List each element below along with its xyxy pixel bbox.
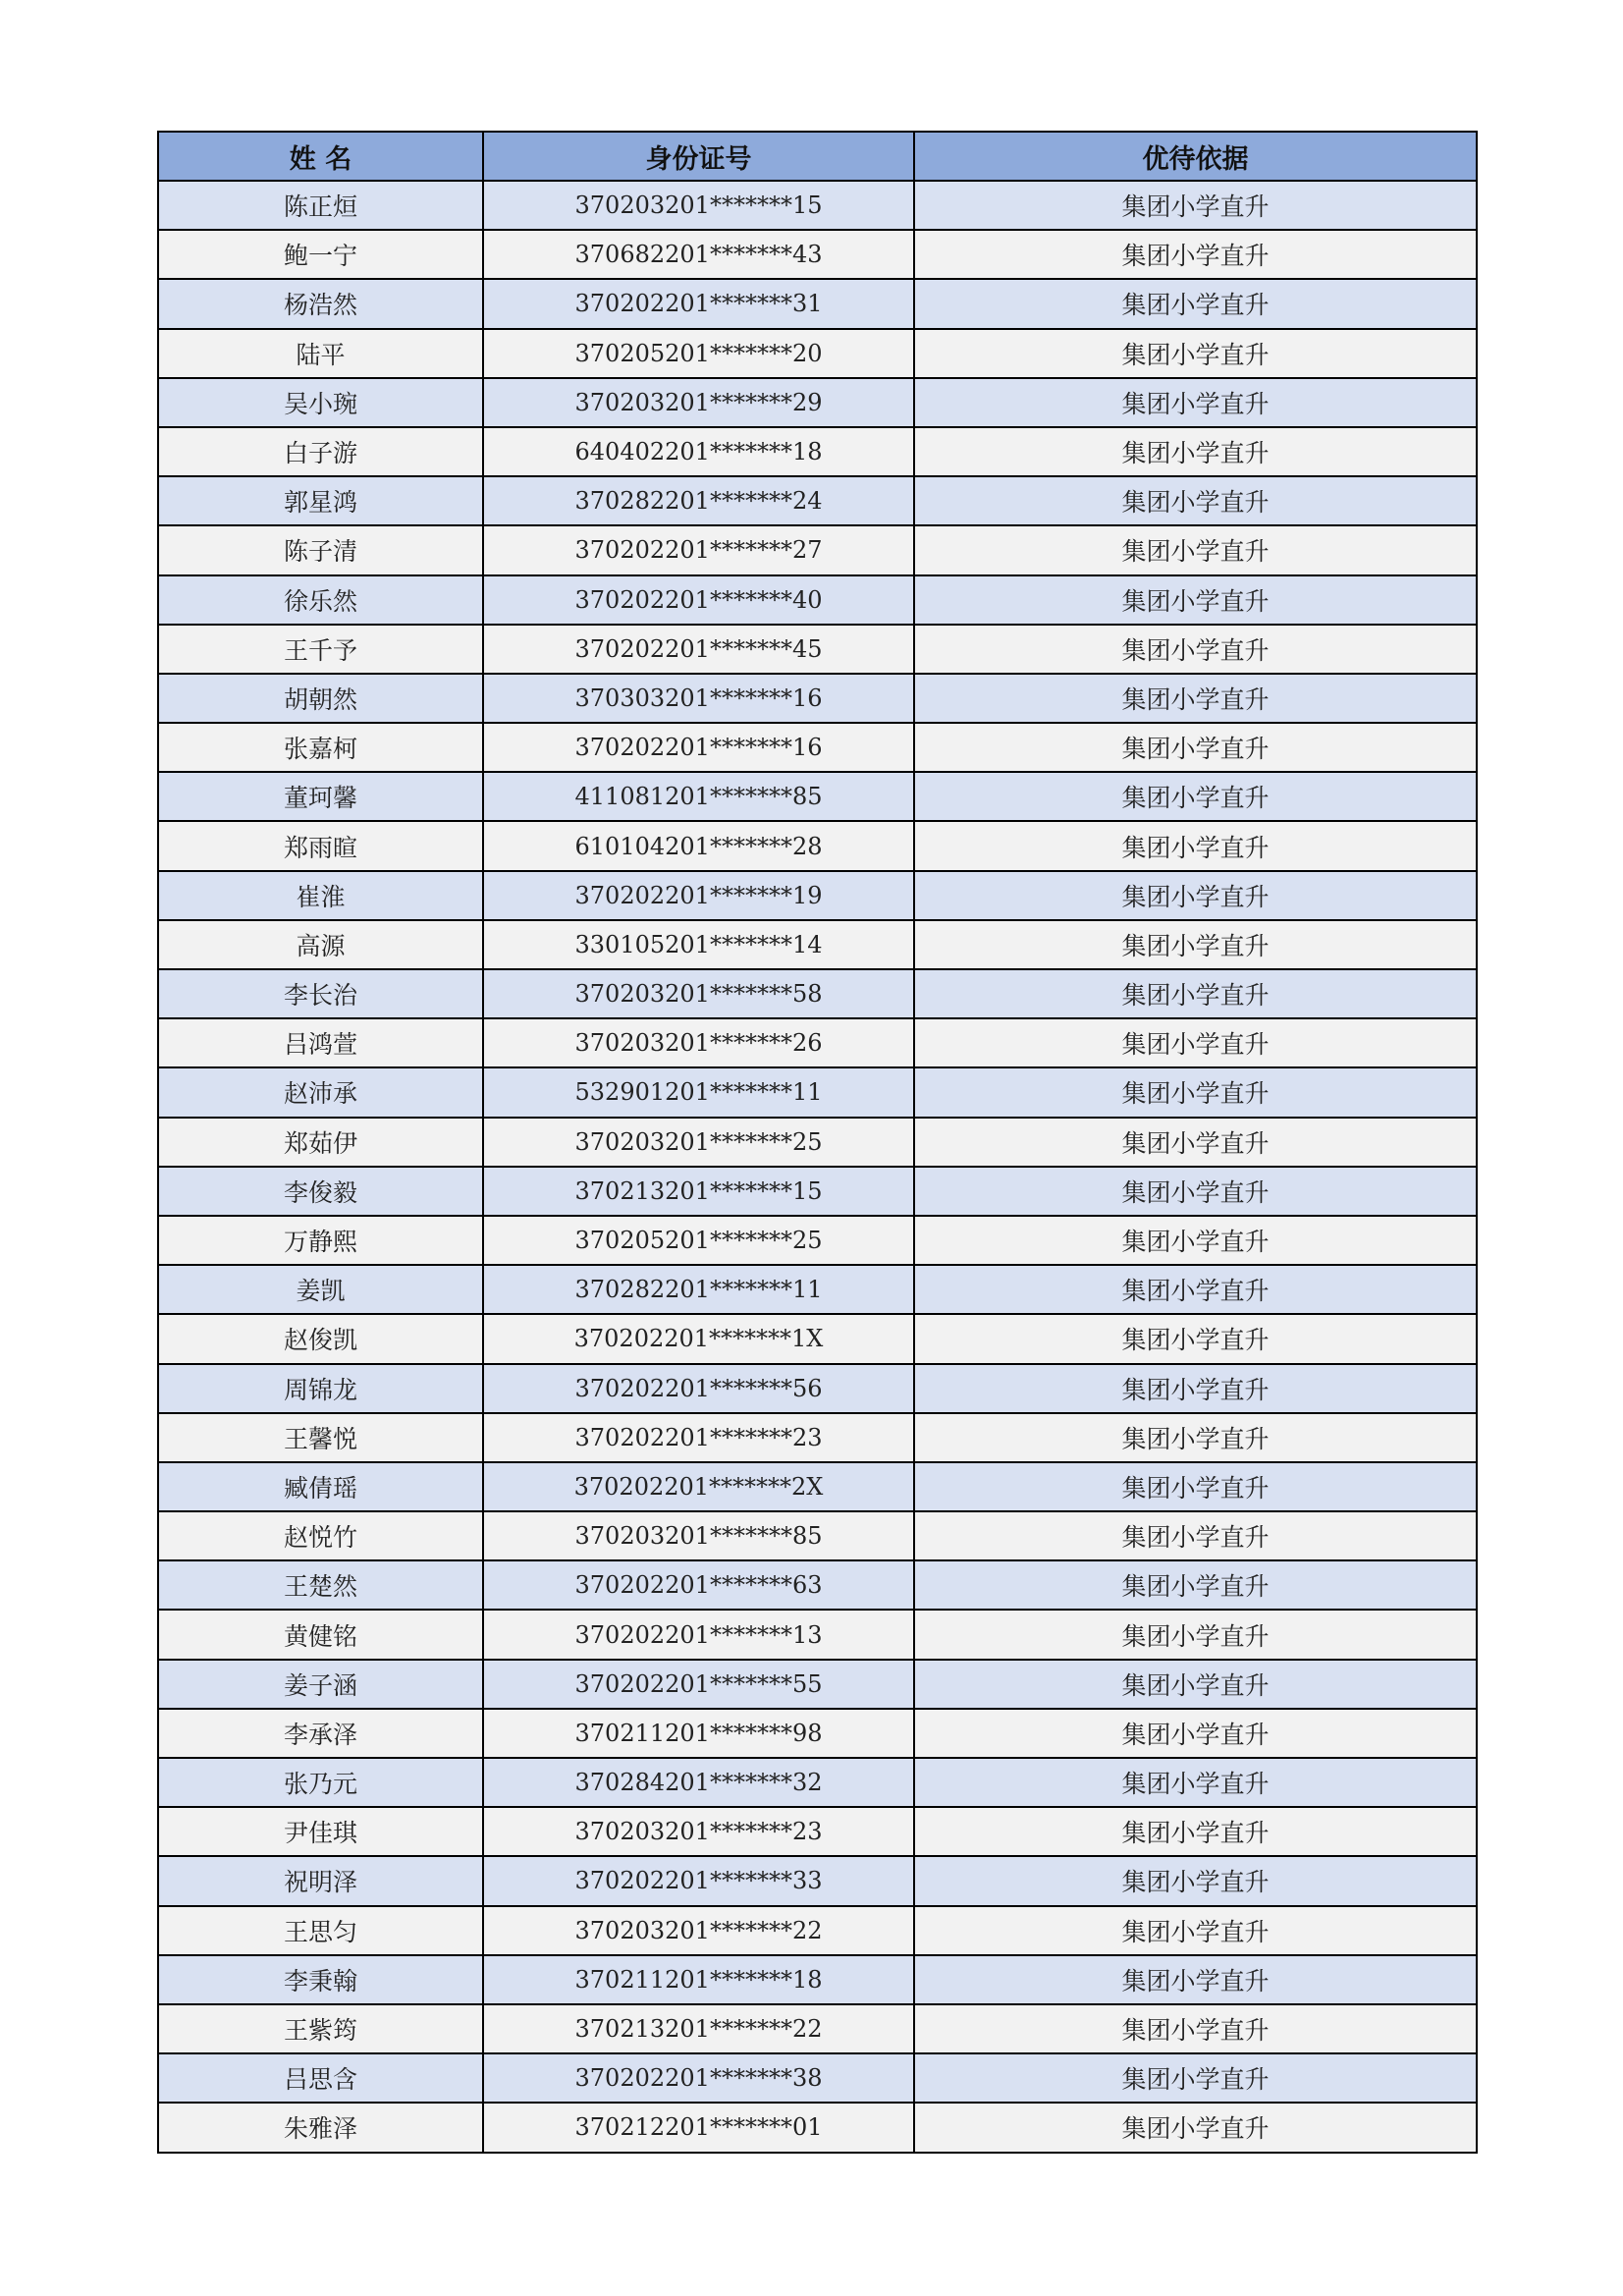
cell-id-number: 370203201*******23 [483,1807,914,1856]
cell-basis: 集团小学直升 [914,674,1477,723]
table-row [158,1314,1477,1363]
cell-name: 张嘉柯 [158,723,483,772]
cell-name: 陈正烜 [158,181,483,230]
cell-name: 陈子清 [158,525,483,574]
cell-id-number: 370212201*******01 [483,2103,914,2152]
table-row [158,1462,1477,1511]
table-row [158,1511,1477,1560]
cell-basis: 集团小学直升 [914,821,1477,870]
table-row [158,1906,1477,1955]
cell-name: 杨浩然 [158,279,483,328]
cell-basis: 集团小学直升 [914,2103,1477,2152]
cell-id-number: 370202201*******23 [483,1413,914,1462]
cell-name: 赵俊凯 [158,1314,483,1363]
cell-basis: 集团小学直升 [914,1462,1477,1511]
cell-id-number: 370213201*******22 [483,2004,914,2053]
cell-id-number: 370202201*******40 [483,575,914,625]
table-row [158,1018,1477,1067]
cell-name: 赵悦竹 [158,1511,483,1560]
header-id-number: 身份证号 [483,132,914,181]
table-row [158,625,1477,674]
cell-name: 臧倩瑶 [158,1462,483,1511]
cell-basis: 集团小学直升 [914,772,1477,821]
cell-name: 黄健铭 [158,1610,483,1659]
cell-basis: 集团小学直升 [914,920,1477,969]
cell-name: 胡朝然 [158,674,483,723]
table-row [158,1118,1477,1167]
cell-id-number: 370205201*******25 [483,1216,914,1265]
cell-basis: 集团小学直升 [914,1758,1477,1807]
cell-id-number: 370203201*******25 [483,1118,914,1167]
cell-basis: 集团小学直升 [914,723,1477,772]
table-row [158,772,1477,821]
cell-name: 白子游 [158,427,483,476]
cell-basis: 集团小学直升 [914,427,1477,476]
cell-id-number: 370202201*******45 [483,625,914,674]
cell-basis: 集团小学直升 [914,969,1477,1018]
cell-name: 吕思含 [158,2053,483,2103]
table-row [158,1709,1477,1758]
cell-name: 万静熙 [158,1216,483,1265]
cell-basis: 集团小学直升 [914,1364,1477,1413]
table-row [158,674,1477,723]
table-row [158,1265,1477,1314]
cell-basis: 集团小学直升 [914,1709,1477,1758]
cell-basis: 集团小学直升 [914,279,1477,328]
table-row [158,2053,1477,2103]
cell-name: 王千予 [158,625,483,674]
table-row [158,969,1477,1018]
table-row [158,2103,1477,2152]
table-row [158,1560,1477,1610]
cell-id-number: 370202201*******56 [483,1364,914,1413]
student-table [157,131,1478,2154]
cell-id-number: 370211201*******18 [483,1955,914,2004]
table-row [158,1758,1477,1807]
table-row [158,1364,1477,1413]
table-row [158,871,1477,920]
cell-name: 李秉翰 [158,1955,483,2004]
cell-name: 王馨悦 [158,1413,483,1462]
table-row [158,1955,1477,2004]
cell-name: 姜子涵 [158,1660,483,1709]
cell-name: 姜凯 [158,1265,483,1314]
table-row [158,1856,1477,1905]
cell-name: 王楚然 [158,1560,483,1610]
cell-name: 董珂馨 [158,772,483,821]
cell-name: 郑茹伊 [158,1118,483,1167]
cell-basis: 集团小学直升 [914,1216,1477,1265]
table-row [158,525,1477,574]
cell-basis: 集团小学直升 [914,230,1477,279]
cell-name: 高源 [158,920,483,969]
table-row [158,476,1477,525]
cell-basis: 集团小学直升 [914,1511,1477,1560]
cell-id-number: 370282201*******11 [483,1265,914,1314]
cell-id-number: 370202201*******63 [483,1560,914,1610]
cell-basis: 集团小学直升 [914,871,1477,920]
cell-id-number: 370202201*******31 [483,279,914,328]
table-row [158,230,1477,279]
cell-basis: 集团小学直升 [914,575,1477,625]
table-row [158,821,1477,870]
cell-basis: 集团小学直升 [914,2004,1477,2053]
cell-id-number: 370202201*******38 [483,2053,914,2103]
cell-name: 李俊毅 [158,1167,483,1216]
cell-basis: 集团小学直升 [914,1167,1477,1216]
cell-basis: 集团小学直升 [914,1610,1477,1659]
cell-name: 陆平 [158,329,483,378]
cell-id-number: 370303201*******16 [483,674,914,723]
cell-id-number: 370213201*******15 [483,1167,914,1216]
table-row [158,1610,1477,1659]
cell-id-number: 370205201*******20 [483,329,914,378]
cell-name: 尹佳琪 [158,1807,483,1856]
cell-id-number: 370203201*******26 [483,1018,914,1067]
cell-name: 李承泽 [158,1709,483,1758]
cell-name: 吴小琬 [158,378,483,427]
cell-basis: 集团小学直升 [914,1413,1477,1462]
cell-id-number: 640402201*******18 [483,427,914,476]
cell-id-number: 330105201*******14 [483,920,914,969]
table-row [158,1067,1477,1117]
cell-id-number: 370203201*******22 [483,1906,914,1955]
cell-name: 郭星鸿 [158,476,483,525]
cell-basis: 集团小学直升 [914,1660,1477,1709]
table-row [158,378,1477,427]
cell-name: 鲍一宁 [158,230,483,279]
cell-basis: 集团小学直升 [914,1118,1477,1167]
cell-basis: 集团小学直升 [914,1314,1477,1363]
table-row [158,1167,1477,1216]
header-row [158,132,1477,181]
cell-id-number: 370202201*******13 [483,1610,914,1659]
cell-basis: 集团小学直升 [914,1807,1477,1856]
cell-id-number: 370202201*******16 [483,723,914,772]
cell-name: 徐乐然 [158,575,483,625]
cell-id-number: 370282201*******24 [483,476,914,525]
table-row [158,723,1477,772]
cell-id-number: 370202201*******33 [483,1856,914,1905]
header-name: 姓 名 [158,132,483,181]
cell-name: 赵沛承 [158,1067,483,1117]
cell-id-number: 370203201*******85 [483,1511,914,1560]
table-row [158,1807,1477,1856]
cell-name: 朱雅泽 [158,2103,483,2152]
cell-id-number: 370211201*******98 [483,1709,914,1758]
cell-id-number: 411081201*******85 [483,772,914,821]
cell-id-number: 370202201*******19 [483,871,914,920]
cell-id-number: 370284201*******32 [483,1758,914,1807]
cell-basis: 集团小学直升 [914,378,1477,427]
cell-name: 崔淮 [158,871,483,920]
cell-name: 周锦龙 [158,1364,483,1413]
table-row [158,2004,1477,2053]
cell-basis: 集团小学直升 [914,181,1477,230]
table-row [158,920,1477,969]
cell-name: 吕鸿萱 [158,1018,483,1067]
cell-name: 王紫筠 [158,2004,483,2053]
cell-basis: 集团小学直升 [914,1018,1477,1067]
cell-basis: 集团小学直升 [914,1856,1477,1905]
table-row [158,575,1477,625]
table-row [158,279,1477,328]
cell-id-number: 370202201*******27 [483,525,914,574]
cell-basis: 集团小学直升 [914,525,1477,574]
cell-name: 张乃元 [158,1758,483,1807]
header-basis: 优待依据 [914,132,1477,181]
table-row [158,1413,1477,1462]
cell-id-number: 610104201*******28 [483,821,914,870]
cell-basis: 集团小学直升 [914,625,1477,674]
cell-basis: 集团小学直升 [914,1906,1477,1955]
cell-id-number: 370203201*******29 [483,378,914,427]
table-row [158,1660,1477,1709]
cell-basis: 集团小学直升 [914,476,1477,525]
table-row [158,1216,1477,1265]
table-row [158,181,1477,230]
cell-id-number: 370203201*******15 [483,181,914,230]
cell-basis: 集团小学直升 [914,1067,1477,1117]
cell-basis: 集团小学直升 [914,1265,1477,1314]
cell-id-number: 370202201*******1X [483,1314,914,1363]
cell-id-number: 370202201*******55 [483,1660,914,1709]
table-row [158,329,1477,378]
cell-basis: 集团小学直升 [914,2053,1477,2103]
cell-basis: 集团小学直升 [914,1560,1477,1610]
cell-basis: 集团小学直升 [914,1955,1477,2004]
cell-name: 王思匀 [158,1906,483,1955]
cell-id-number: 532901201*******11 [483,1067,914,1117]
cell-name: 祝明泽 [158,1856,483,1905]
table-row [158,427,1477,476]
cell-name: 李长治 [158,969,483,1018]
cell-id-number: 370682201*******43 [483,230,914,279]
cell-id-number: 370203201*******58 [483,969,914,1018]
cell-name: 郑雨暄 [158,821,483,870]
cell-id-number: 370202201*******2X [483,1462,914,1511]
cell-basis: 集团小学直升 [914,329,1477,378]
